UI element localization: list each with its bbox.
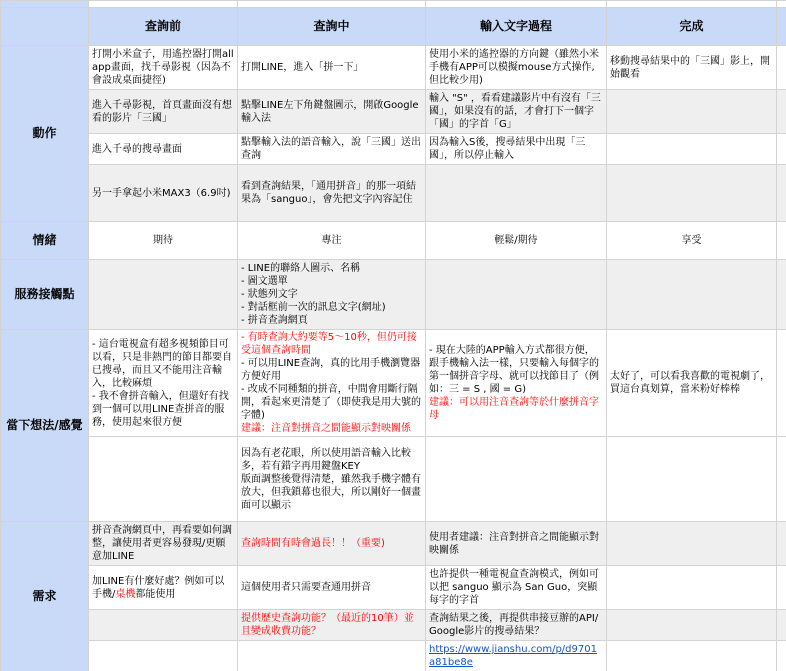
- cell-action-before-4[interactable]: 另一手拿起小米MAX3（6.9吋): [89, 165, 238, 222]
- touchpoint-item: - 對話框前一次的訊息文字(網址): [241, 302, 386, 313]
- cell-action-done-1[interactable]: 移動搜尋結果中的「三國」影上，開始觀看: [607, 46, 777, 90]
- cell-action-done-4[interactable]: [607, 165, 777, 222]
- cell-action-typing-2[interactable]: 輸入 "S" ，看看建議影片中有沒有「三國」，如果沒有的話，才會打下一個字「國」的字首「G」: [426, 90, 607, 134]
- cell[interactable]: [89, 260, 238, 330]
- col-header-before[interactable]: 查詢前: [89, 8, 238, 46]
- top-partial-row: [1, 1, 786, 8]
- cell-needs-typing-3[interactable]: 查詢結果之後，再提供串接豆辦的API/Google影片的搜尋結果？: [426, 610, 607, 641]
- cell[interactable]: [238, 1, 426, 8]
- cell-action-done-3[interactable]: [607, 134, 777, 165]
- cell-thoughts-during-extra[interactable]: [238, 437, 426, 522]
- table-row: [1, 566, 786, 610]
- row-header-needs[interactable]: 需求: [1, 522, 89, 671]
- table-row: [1, 222, 786, 260]
- cell-needs-during-2[interactable]: 這個使用者只需要查通用拼音: [238, 566, 426, 610]
- cell[interactable]: [777, 134, 786, 165]
- table-row: [1, 90, 786, 134]
- cell-action-typing-3[interactable]: 因為輸入S後，搜尋結果中出現「三國」，所以停止輸入: [426, 134, 607, 165]
- cell[interactable]: [777, 641, 786, 671]
- corner-cell[interactable]: [1, 8, 89, 46]
- cell-action-typing-1[interactable]: 使用小米的遙控器的方向鍵（雖然小米手機有APP可以模擬mouse方式操作,但比較少用): [426, 46, 607, 90]
- row-header-touchpoint[interactable]: 服務接觸點: [1, 260, 89, 330]
- touchpoint-item: - 拼音查詢網頁: [241, 315, 308, 326]
- cell-action-during-4[interactable]: 看到查詢結果，「通用拼音」的那一項結果為「sanguo」，會先把文字內容記住: [238, 165, 426, 222]
- table-row: [1, 330, 786, 437]
- thought-text-red: - 有時查詢大約要等5～10秒，但仍可接受這個查詢時間: [241, 332, 417, 356]
- cell[interactable]: [607, 437, 777, 522]
- thought-text: 因為有老花眼，所以使用語音輸入比較多，若有錯字再用鍵盤KEY: [241, 447, 411, 472]
- cell-touchpoints[interactable]: [238, 260, 426, 330]
- cell[interactable]: [777, 46, 786, 90]
- cell[interactable]: [607, 260, 777, 330]
- thought-text: - 改成不同種類的拼音，中間會用斷行隔開，看起來更清楚了（即使我是用大號的字體): [241, 384, 421, 421]
- thought-suggestion-red: 建議：注音對拼音之間能顯示對映關係: [241, 423, 411, 434]
- row-header-action[interactable]: 動作: [1, 46, 89, 222]
- cell[interactable]: [777, 610, 786, 641]
- table-row: [1, 610, 786, 641]
- cell-needs-typing-4[interactable]: [426, 641, 607, 671]
- touchpoint-item: - 狀態列文字: [241, 289, 298, 300]
- needs-text-red: 桌機: [115, 588, 136, 600]
- cell-action-during-2[interactable]: 點擊LINE左下角鍵盤圖示，開啟Google輸入法: [238, 90, 426, 134]
- col-header-typing[interactable]: 輸入文字過程: [426, 8, 607, 46]
- cell[interactable]: [607, 1, 777, 8]
- cell-action-typing-4[interactable]: [426, 165, 607, 222]
- cell-thoughts-during[interactable]: [238, 330, 426, 437]
- table-row: [1, 437, 786, 522]
- cell-action-during-1[interactable]: 打開LINE，進入「拼一下」: [238, 46, 426, 90]
- touchpoint-item: - LINE的聯絡人圖示、名稱: [241, 263, 361, 274]
- cell-action-during-3[interactable]: 點擊輸入法的語音輸入，說「三國」送出查詢: [238, 134, 426, 165]
- jianshu-link[interactable]: https://www.jianshu.com/p/d9701a81be8e: [429, 644, 597, 668]
- cell-needs-done-4[interactable]: [607, 641, 777, 671]
- table-row: [1, 134, 786, 165]
- cell-needs-during-1[interactable]: 查詢時間有時會過長！！（重要): [238, 522, 426, 566]
- cell-emotion-typing[interactable]: 輕鬆/期待: [426, 222, 607, 260]
- thought-suggestion-red: 建議：可以用注音查詢等於什麼拼音字母: [429, 397, 599, 421]
- cell-action-before-3[interactable]: 進入千尋的搜尋畫面: [89, 134, 238, 165]
- thought-text: - 這台電視盒有超多視頻節目可以看，只是非熱門的節目都要自已搜尋，而且又不能用注音輸入，比較麻煩: [92, 338, 232, 389]
- cell[interactable]: [777, 566, 786, 610]
- cell-needs-during-4[interactable]: [238, 641, 426, 671]
- cell[interactable]: [777, 522, 786, 566]
- row-header-thoughts[interactable]: 當下想法/感覺: [1, 330, 89, 522]
- cell-thoughts-typing[interactable]: [426, 330, 607, 437]
- cell-needs-before-3[interactable]: [89, 610, 238, 641]
- cell-action-done-2[interactable]: [607, 90, 777, 134]
- cell[interactable]: [426, 437, 607, 522]
- cell[interactable]: [777, 222, 786, 260]
- cell-needs-before-2[interactable]: [89, 566, 238, 610]
- col-header-during[interactable]: 查詢中: [238, 8, 426, 46]
- row-header-emotion[interactable]: 情緒: [1, 222, 89, 260]
- cell-action-before-2[interactable]: 進入千尋影視，首頁畫面沒有想看的影片「三國」: [89, 90, 238, 134]
- table-row: [1, 522, 786, 566]
- cell[interactable]: [89, 1, 238, 8]
- cell[interactable]: [777, 165, 786, 222]
- cell-needs-done-1[interactable]: [607, 522, 777, 566]
- cell-emotion-during[interactable]: 專注: [238, 222, 426, 260]
- thought-text: - 我不會拼音輸入，但還好有找到一個可以用LINE查拼音的服務，使用起來很方便: [92, 390, 229, 428]
- thought-text: 版面調整後覺得清楚，雖然我手機字體有放大，但我鎖幕也很大，所以剛好一個畫面可以顯示: [241, 473, 421, 511]
- table-row: [1, 260, 786, 330]
- cell[interactable]: [777, 90, 786, 134]
- cell-action-before-1[interactable]: 打開小米盒子，用遙控器打開all app畫面，找千尋影視（因為不會設成桌面捷徑): [89, 46, 238, 90]
- needs-text: 加LINE有什麼好處？例如可以手機/: [92, 575, 225, 600]
- cell[interactable]: [89, 437, 238, 522]
- cell[interactable]: [426, 260, 607, 330]
- cell-thoughts-done[interactable]: 太好了，可以看我喜歡的電視劇了，買這台真划算，當米粉好棒棒: [607, 330, 777, 437]
- cell[interactable]: [777, 330, 786, 437]
- touchpoint-item: - 圖文選單: [241, 276, 288, 287]
- cell[interactable]: [777, 260, 786, 330]
- cell-needs-before-4[interactable]: [89, 641, 238, 671]
- cell-needs-during-3[interactable]: 提供歷史查詢功能？（最近的10筆）並且變成收費功能？: [238, 610, 426, 641]
- col-header-extra[interactable]: [777, 8, 786, 46]
- thought-text: - 現在大陸的APP輸入方式都很方便，跟手機輸入法一樣，只要輸入每個字的第一個拼音字母、就可以找節目了（例如：三 = S , 國 = G): [429, 345, 599, 395]
- cell-needs-done-3[interactable]: [607, 610, 777, 641]
- col-header-done[interactable]: 完成: [607, 8, 777, 46]
- thought-text: - 可以用LINE查詢，真的比用手機瀏覽器方便好用: [241, 358, 421, 382]
- cell-emotion-done[interactable]: 享受: [607, 222, 777, 260]
- cell-needs-before-1[interactable]: 拼音查詢網頁中，再看要如何調整，讓使用者更容易發現/更願意加LINE: [89, 522, 238, 566]
- cell-needs-typing-1[interactable]: 使用者建議：注音對拼音之間能顯示對映關係: [426, 522, 607, 566]
- needs-text: 都能使用: [135, 588, 176, 600]
- cell-needs-typing-2[interactable]: 也許提供一種電視盒查詢模式，例如可以把 sanguo 顯示為 San Guo，突顯每字的字首: [426, 566, 607, 610]
- header-row: [1, 8, 786, 46]
- table-row: [1, 46, 786, 90]
- table-row: [1, 641, 786, 671]
- cell[interactable]: [777, 1, 786, 8]
- cell[interactable]: [1, 1, 89, 8]
- cell-emotion-before[interactable]: 期待: [89, 222, 238, 260]
- table-row: [1, 165, 786, 222]
- cell-needs-done-2[interactable]: [607, 566, 777, 610]
- cell[interactable]: [426, 1, 607, 8]
- cell[interactable]: [777, 437, 786, 522]
- cell-thoughts-before[interactable]: [89, 330, 238, 437]
